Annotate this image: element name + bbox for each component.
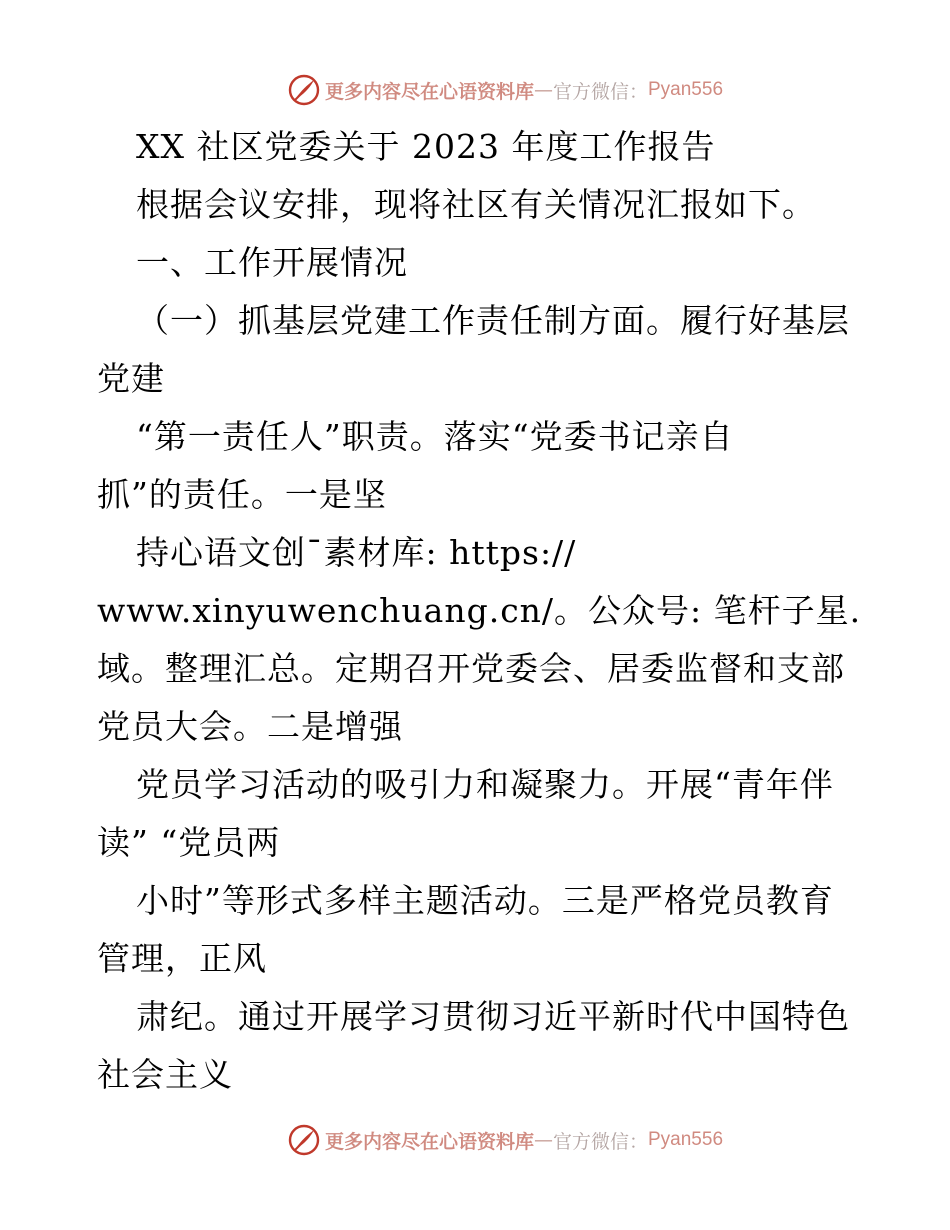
paragraph-line: 党建	[97, 359, 165, 398]
paragraph-line: 持心语文创¯素材库: https://	[136, 533, 577, 572]
watermark-wechat-label: 官方微信：	[552, 1130, 648, 1153]
paragraph-line: 管理，正风	[97, 939, 267, 978]
paragraph-line: 抓”的责任。一是坚	[97, 475, 387, 514]
paragraph-line: 小时”等形式多样主题活动。三是严格党员教育	[136, 881, 834, 920]
watermark-separator: —	[533, 1129, 553, 1151]
section-heading: 一、工作开展情况	[136, 243, 408, 282]
paragraph-line: “第一责任人”职责。落实“党委书记亲自	[136, 417, 734, 456]
paragraph-line: www.xinyuwenchuang.cn/。公众号: 笔杆子星.	[97, 591, 862, 630]
watermark-wechat-id: Pyan556	[648, 1129, 724, 1150]
paragraph-line: 根据会议安排，现将社区有关情况汇报如下。	[136, 185, 816, 224]
watermark-text: 更多内容尽在心语资料库	[324, 80, 534, 103]
paragraph-line: 读” “党员两	[97, 823, 281, 862]
document-title: XX 社区党委关于 2023 年度工作报告	[136, 127, 716, 166]
paragraph-line: 域。整理汇总。定期召开党委会、居委监督和支部	[97, 649, 845, 688]
watermark-text: 更多内容尽在心语资料库	[324, 1130, 534, 1153]
paragraph-line: （一）抓基层党建工作责任制方面。履行好基层	[136, 301, 850, 340]
watermark-separator: —	[533, 79, 553, 101]
feather-pen-logo-icon	[287, 73, 321, 107]
watermark-wechat-id: Pyan556	[648, 79, 724, 100]
paragraph-line: 党员大会。二是增强	[97, 707, 403, 746]
header-watermark	[0, 70, 950, 110]
paragraph-line: 党员学习活动的吸引力和凝聚力。开展“青年伴	[136, 765, 834, 804]
footer-watermark	[0, 1120, 950, 1160]
paragraph-line: 社会主义	[97, 1055, 233, 1094]
paragraph-line: 肃纪。通过开展学习贯彻习近平新时代中国特色	[136, 997, 850, 1036]
watermark-wechat-label: 官方微信：	[552, 80, 648, 103]
feather-pen-logo-icon	[287, 1123, 321, 1157]
